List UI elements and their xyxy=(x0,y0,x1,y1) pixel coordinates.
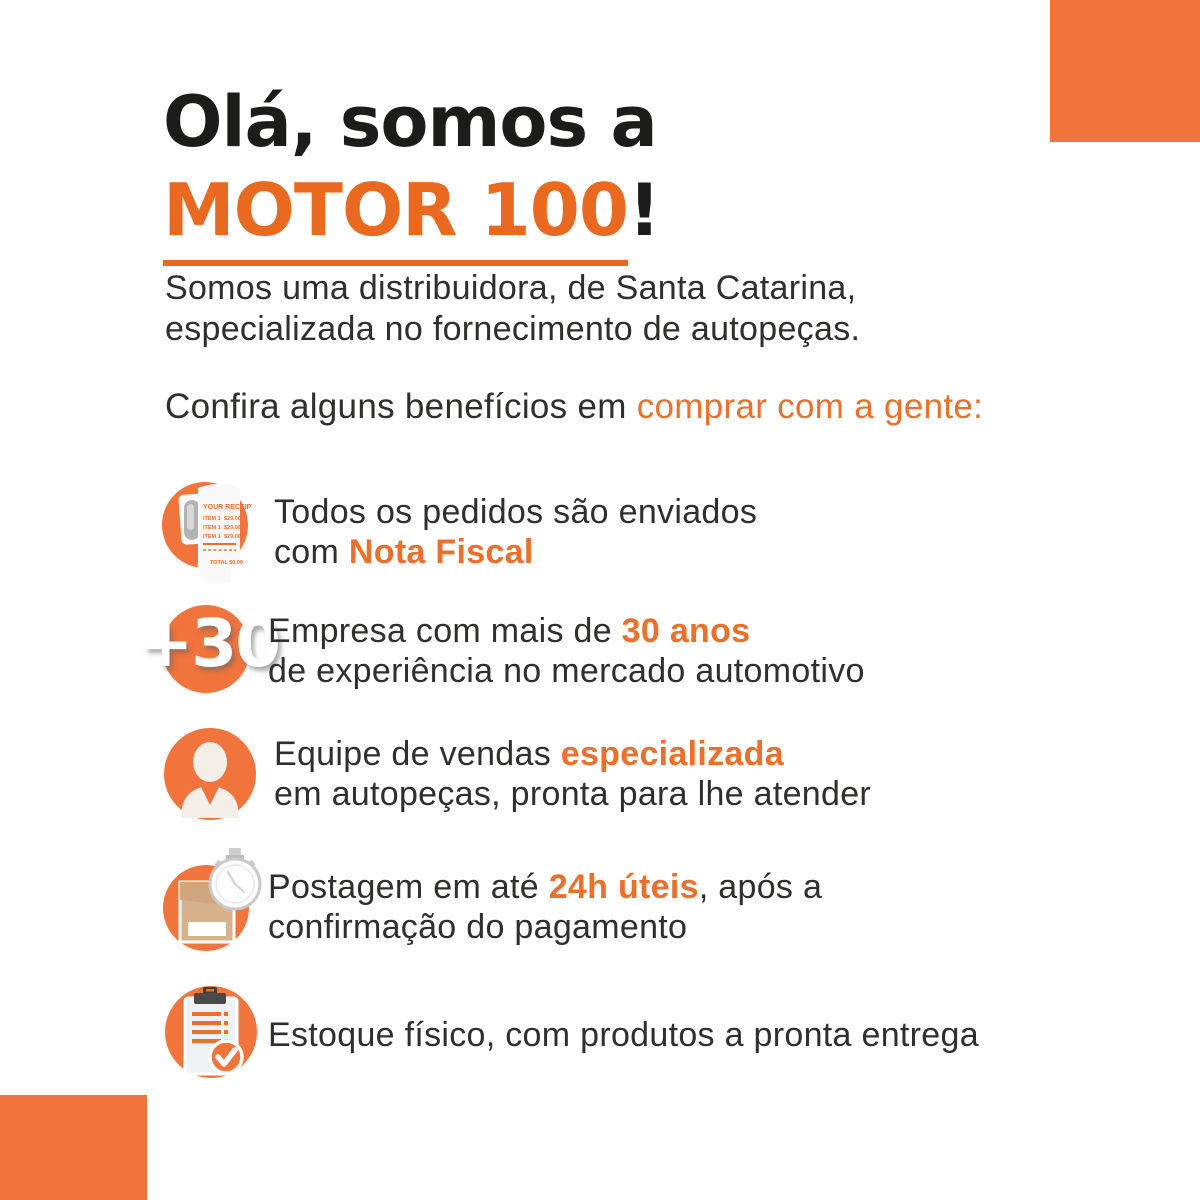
benefit1-line1: Todos os pedidos são enviados xyxy=(274,493,758,531)
brand-line xyxy=(163,166,660,266)
brand-name: MOTOR 100 xyxy=(163,166,628,266)
benefit-text-30-anos xyxy=(268,611,865,691)
benefit-30-anos xyxy=(0,598,1150,718)
receipt-icon xyxy=(160,476,252,593)
svg-text:ITEM 1: ITEM 1 xyxy=(203,534,221,540)
svg-text:TOTAL $0.00: TOTAL $0.00 xyxy=(210,560,244,566)
svg-text:ITEM 1: ITEM 1 xyxy=(203,525,221,531)
svg-text:$29.00: $29.00 xyxy=(224,534,241,540)
intro-line-1: Somos uma distribuidora, de Santa Catarina, xyxy=(165,269,857,307)
benefit-postagem xyxy=(0,842,1150,972)
benefit3-line1-prefix: Equipe de vendas xyxy=(274,735,561,773)
intro-line-2: especializada no fornecimento de autopeças. xyxy=(165,310,861,348)
benefit2-accent: 30 anos xyxy=(621,612,751,650)
benefits-intro xyxy=(165,386,983,428)
benefit-estoque xyxy=(0,980,1150,1100)
benefit4-line1-suffix: , após a xyxy=(698,868,823,906)
corner-square-top-right xyxy=(1050,0,1200,142)
plus-30-badge xyxy=(138,598,280,698)
benefit-text-postagem xyxy=(268,867,822,947)
benefit4-accent: 24h úteis xyxy=(548,868,699,906)
benefit5-line1: Estoque físico, com produtos a pronta entrega xyxy=(268,1016,979,1054)
svg-text:YOUR RECEIPT: YOUR RECEIPT xyxy=(203,504,252,511)
exclamation-mark: ! xyxy=(627,168,660,252)
benefit2-line2: de experiência no mercado automotivo xyxy=(268,652,865,690)
greeting-line: Olá, somos a xyxy=(163,81,657,163)
benefits-intro-highlight: comprar com a gente: xyxy=(636,387,984,426)
benefit4-line2: confirmação do pagamento xyxy=(268,908,688,946)
benefit3-accent: especializada xyxy=(560,735,784,773)
benefit-text-nota-fiscal xyxy=(274,492,757,572)
headset-agent-icon xyxy=(162,726,258,827)
benefit-text-estoque xyxy=(268,1015,979,1055)
benefits-intro-prefix: Confira alguns benefícios em xyxy=(165,387,637,426)
benefit2-line1-prefix: Empresa com mais de xyxy=(268,612,622,650)
svg-text:$29.00: $29.00 xyxy=(224,516,241,522)
benefit-equipe xyxy=(0,726,1150,846)
corner-square-bottom-left xyxy=(0,1095,147,1200)
plus-30-number: +30 xyxy=(138,605,280,682)
benefit3-line2: em autopeças, pronta para lhe atender xyxy=(274,775,872,813)
benefit1-line2-prefix: com xyxy=(274,533,349,571)
intro-paragraph xyxy=(165,268,860,350)
svg-text:ITEM 1: ITEM 1 xyxy=(203,516,221,522)
benefit-text-equipe xyxy=(274,734,871,814)
page-title xyxy=(163,78,660,266)
benefit-nota-fiscal xyxy=(0,476,1150,596)
clipboard-check-icon xyxy=(164,980,262,1091)
svg-text:$29.00: $29.00 xyxy=(224,525,241,531)
package-clock-icon xyxy=(158,842,266,959)
benefit1-accent: Nota Fiscal xyxy=(348,533,534,571)
benefit4-line1-prefix: Postagem em até xyxy=(268,868,549,906)
